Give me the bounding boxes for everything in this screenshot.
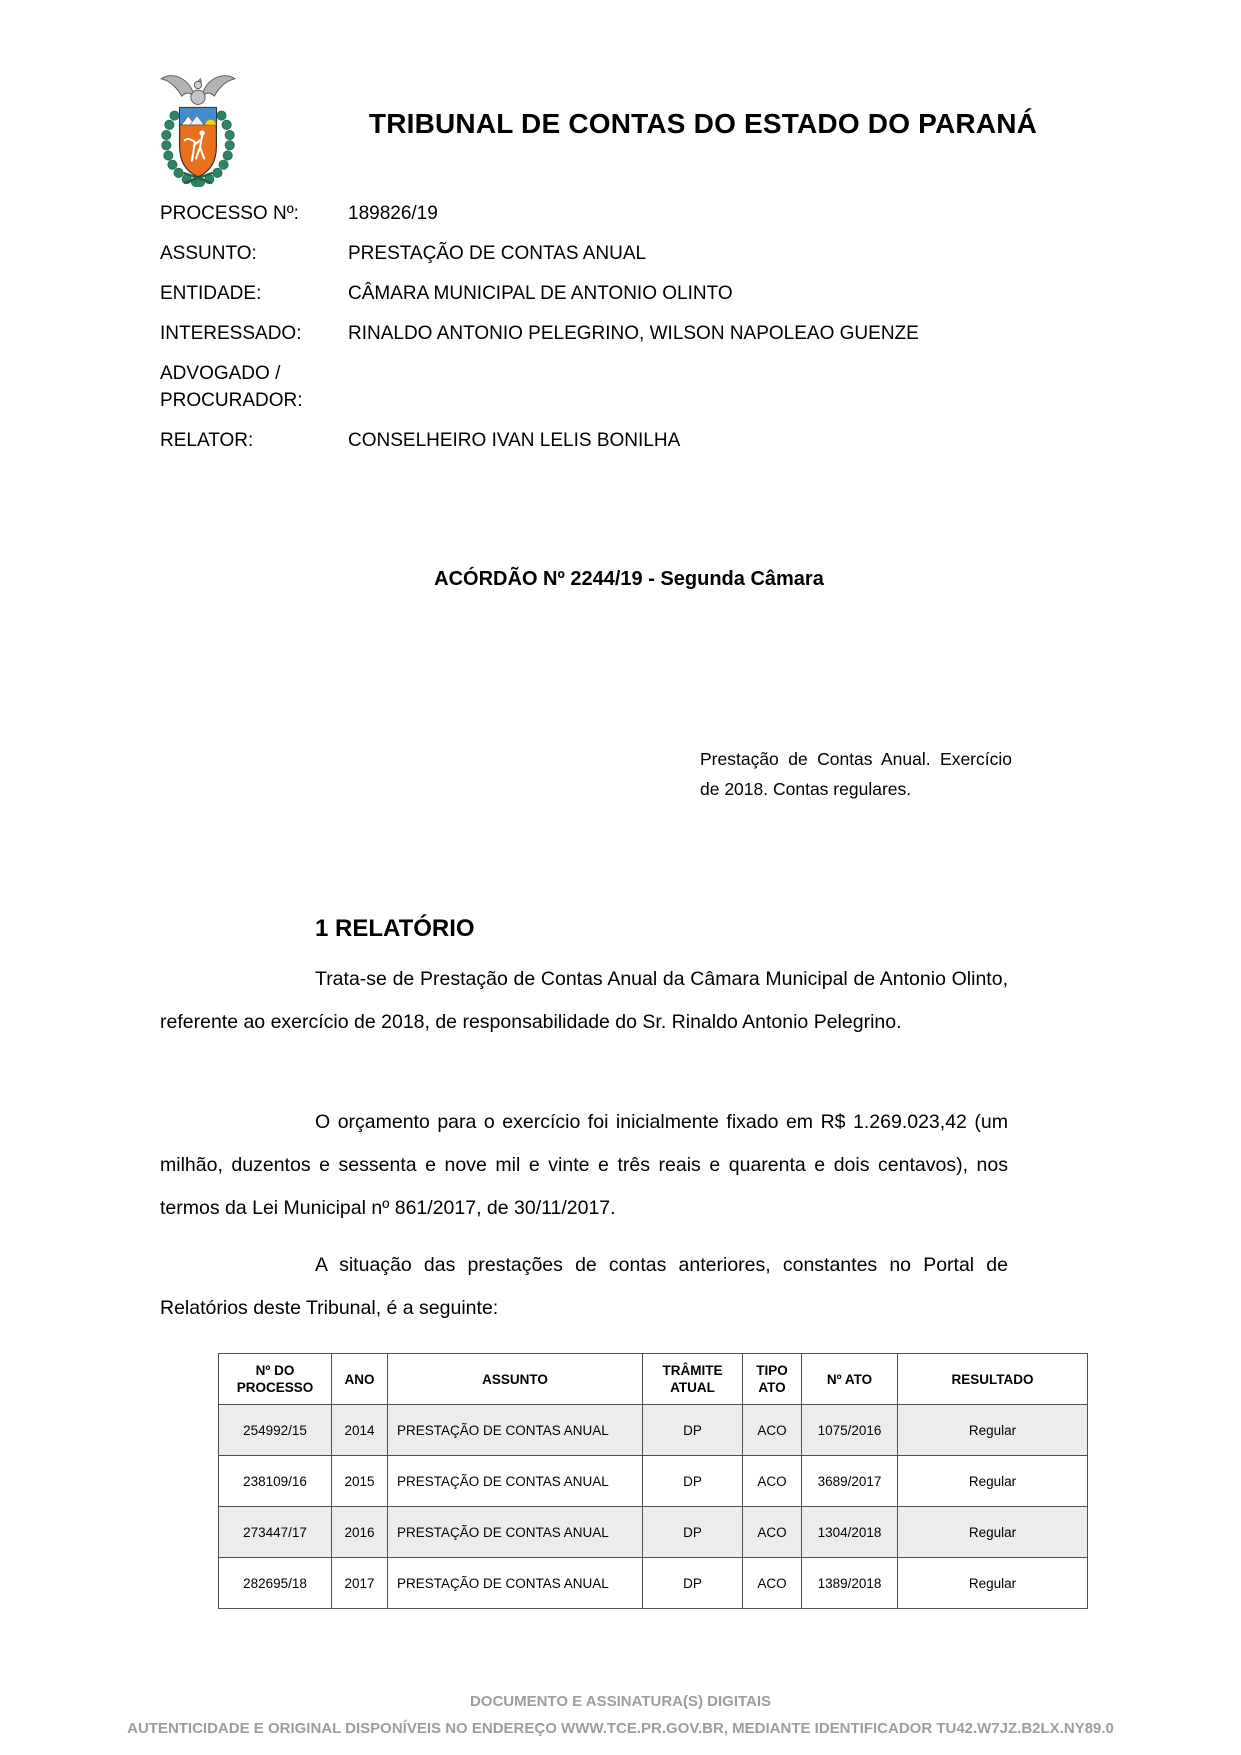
- cell-assunto: PRESTAÇÃO DE CONTAS ANUAL: [388, 1456, 643, 1507]
- info-label: ENTIDADE:: [160, 283, 262, 304]
- cell-resultado: Regular: [898, 1405, 1088, 1456]
- info-value: 189826/19: [348, 203, 438, 224]
- relatorio-paragraph: O orçamento para o exercício foi inicialmente fixado em R$ 1.269.023,42 (um milhão, duzentos e sessenta e nove mil e vinte e três reais e quarenta e dois centavos), nos termos da Lei Municipal nº 861/2017, de 30/11/2017.: [160, 1111, 1008, 1219]
- col-header-num-ato: Nº ATO: [802, 1354, 898, 1405]
- cell-num-ato: 1304/2018: [802, 1507, 898, 1558]
- cell-assunto: PRESTAÇÃO DE CONTAS ANUAL: [388, 1507, 643, 1558]
- col-header-ano: ANO: [332, 1354, 388, 1405]
- cell-ano: 2015: [332, 1456, 388, 1507]
- info-row-assunto: [160, 240, 1060, 267]
- cell-processo: 282695/18: [219, 1558, 332, 1609]
- col-header-assunto: ASSUNTO: [388, 1354, 643, 1405]
- cell-resultado: Regular: [898, 1558, 1088, 1609]
- cell-assunto: PRESTAÇÃO DE CONTAS ANUAL: [388, 1405, 643, 1456]
- info-label: ASSUNTO:: [160, 243, 257, 264]
- digital-signature-footer: [0, 1688, 1241, 1742]
- cell-tipo-ato: ACO: [743, 1558, 802, 1609]
- info-value: RINALDO ANTONIO PELEGRINO, WILSON NAPOLEAO GUENZE: [348, 323, 919, 344]
- cell-num-ato: 1389/2018: [802, 1558, 898, 1609]
- info-value: CONSELHEIRO IVAN LELIS BONILHA: [348, 430, 681, 451]
- info-label: RELATOR:: [160, 430, 254, 451]
- cell-processo: 273447/17: [219, 1507, 332, 1558]
- col-header-resultado: RESULTADO: [898, 1354, 1088, 1405]
- relatorio-heading: 1 RELATÓRIO: [315, 915, 475, 942]
- cell-assunto: PRESTAÇÃO DE CONTAS ANUAL: [388, 1558, 643, 1609]
- acordao-heading: ACÓRDÃO Nº 2244/19 - Segunda Câmara: [434, 568, 824, 590]
- info-row-interessado: [160, 320, 1060, 347]
- cell-num-ato: 3689/2017: [802, 1456, 898, 1507]
- col-header-processo: Nº DO PROCESSO: [219, 1354, 332, 1405]
- info-row-relator: [160, 427, 1060, 454]
- process-info: [160, 200, 1060, 467]
- cell-resultado: Regular: [898, 1507, 1088, 1558]
- cell-ano: 2014: [332, 1405, 388, 1456]
- relatorio-paragraph: A situação das prestações de contas anteriores, constantes no Portal de Relatórios deste Tribunal, é a seguinte:: [160, 1254, 1008, 1319]
- table-row: [219, 1456, 1088, 1507]
- cell-tipo-ato: ACO: [743, 1405, 802, 1456]
- cell-tramite: DP: [643, 1456, 743, 1507]
- prior-accounts-table: [218, 1353, 1088, 1609]
- info-row-advogado: [160, 360, 1060, 414]
- info-value: [348, 360, 1060, 414]
- cell-processo: 238109/16: [219, 1456, 332, 1507]
- cell-ano: 2017: [332, 1558, 388, 1609]
- cell-tramite: DP: [643, 1405, 743, 1456]
- footer-line-2: AUTENTICIDADE E ORIGINAL DISPONÍVEIS NO ENDEREÇO WWW.TCE.PR.GOV.BR, MEDIANTE IDENTIFICADOR TU42.W7JZ.B2LX.NY89.0: [127, 1720, 1114, 1737]
- table-row: [219, 1558, 1088, 1609]
- cell-num-ato: 1075/2016: [802, 1405, 898, 1456]
- cell-tipo-ato: ACO: [743, 1456, 802, 1507]
- info-label: ADVOGADO / PROCURADOR:: [160, 363, 303, 411]
- col-header-tramite: TRÂMITE ATUAL: [643, 1354, 743, 1405]
- cell-ano: 2016: [332, 1507, 388, 1558]
- parana-coat-of-arms-icon: [153, 70, 243, 196]
- info-row-entidade: [160, 280, 1060, 307]
- ementa-summary: Prestação de Contas Anual. Exercício de 2018. Contas regulares.: [700, 749, 1012, 799]
- info-value: PRESTAÇÃO DE CONTAS ANUAL: [348, 243, 647, 264]
- table-row: [219, 1507, 1088, 1558]
- cell-processo: 254992/15: [219, 1405, 332, 1456]
- table-header-row: [219, 1354, 1088, 1405]
- cell-resultado: Regular: [898, 1456, 1088, 1507]
- info-row-processo: [160, 200, 1060, 227]
- info-label: PROCESSO Nº:: [160, 203, 299, 224]
- info-value: CÂMARA MUNICIPAL DE ANTONIO OLINTO: [348, 283, 733, 304]
- cell-tipo-ato: ACO: [743, 1507, 802, 1558]
- cell-tramite: DP: [643, 1558, 743, 1609]
- relatorio-paragraph: Trata-se de Prestação de Contas Anual da Câmara Municipal de Antonio Olinto, referente ao exercício de 2018, de responsabilidade do Sr. Rinaldo Antonio Pelegrino.: [160, 968, 1008, 1033]
- page-title: TRIBUNAL DE CONTAS DO ESTADO DO PARANÁ: [368, 108, 1038, 139]
- col-header-tipo-ato: TIPO ATO: [743, 1354, 802, 1405]
- info-label: INTERESSADO:: [160, 323, 302, 344]
- table-row: [219, 1405, 1088, 1456]
- cell-tramite: DP: [643, 1507, 743, 1558]
- footer-line-1: DOCUMENTO E ASSINATURA(S) DIGITAIS: [469, 1693, 772, 1710]
